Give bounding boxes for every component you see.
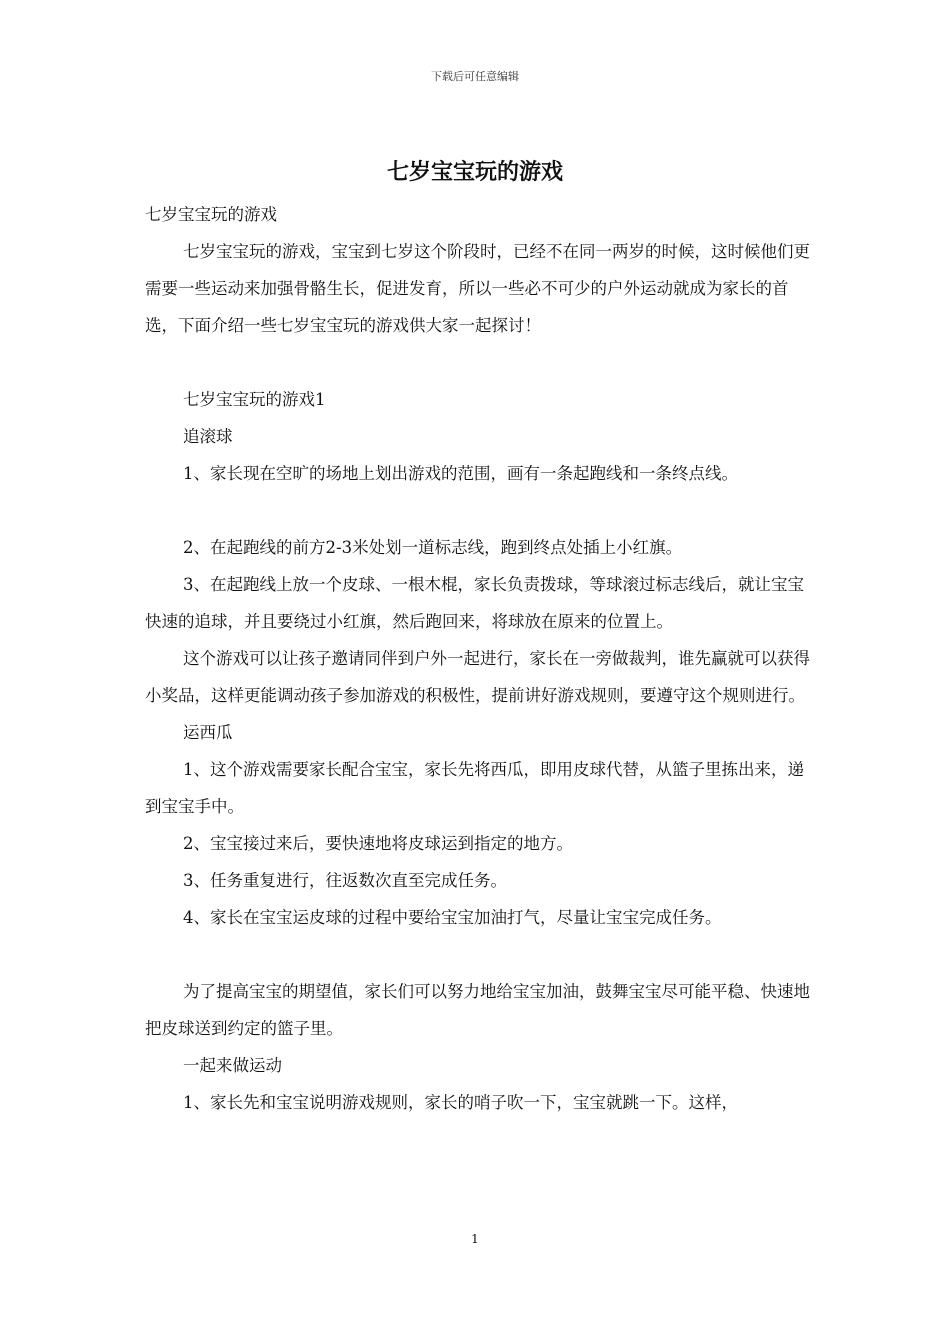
- game2-step-4: 4、家长在宝宝运皮球的过程中要给宝宝加油打气，尽量让宝宝完成任务。: [183, 908, 722, 927]
- game3-step-1: 1、家长先和宝宝说明游戏规则，家长的哨子吹一下，宝宝就跳一下。这样，: [183, 1093, 738, 1112]
- game2-name: 运西瓜: [183, 723, 233, 742]
- document-title: 七岁宝宝玩的游戏: [386, 159, 563, 185]
- section-heading: 七岁宝宝玩的游戏1: [183, 390, 326, 409]
- game2-step-1: 1、这个游戏需要家长配合宝宝，家长先将西瓜，即用皮球代替，从篮子里拣出来，递到宝宝手中。: [145, 760, 804, 816]
- header-note: 下载后可任意编辑: [431, 70, 519, 83]
- game2-step-3: 3、任务重复进行，往返数次直至完成任务。: [183, 871, 507, 890]
- intro-paragraph: 七岁宝宝玩的游戏，宝宝到七岁这个阶段时，已经不在同一两岁的时候，这时候他们更需要一些运动来加强骨骼生长，促进发育，所以一些必不可少的户外运动就成为家长的首选，下面介绍一些七岁宝宝玩的游戏供大家一起探讨！: [145, 242, 810, 335]
- spacer: [145, 936, 820, 973]
- game1-step-3: 3、在起跑线上放一个皮球、一根木棍，家长负责拨球，等球滚过标志线后，就让宝宝快速的追球，并且要绕过小红旗，然后跑回来，将球放在原来的位置上。: [145, 575, 804, 631]
- game1-step-1: 1、家长现在空旷的场地上划出游戏的范围，画有一条起跑线和一条终点线。: [183, 464, 738, 483]
- game1-name: 追滚球: [183, 427, 233, 446]
- document-body: [145, 196, 820, 1121]
- game1-note: 这个游戏可以让孩子邀请同伴到户外一起进行，家长在一旁做裁判，谁先赢就可以获得小奖品，这样更能调动孩子参加游戏的积极性，提前讲好游戏规则，要遵守这个规则进行。: [145, 649, 810, 705]
- game2-step-2: 2、宝宝接过来后，要快速地将皮球运到指定的地方。: [183, 834, 573, 853]
- game2-note: 为了提高宝宝的期望值，家长们可以努力地给宝宝加油，鼓舞宝宝尽可能平稳、快速地把皮球送到约定的篮子里。: [145, 982, 810, 1038]
- game3-name: 一起来做运动: [183, 1056, 282, 1075]
- spacer: [145, 492, 820, 529]
- subtitle: 七岁宝宝玩的游戏: [145, 205, 277, 224]
- page-number: 1: [471, 1232, 479, 1246]
- game1-step-2: 2、在起跑线的前方2-3米处划一道标志线，跑到终点处插上小红旗。: [183, 538, 683, 557]
- spacer: [145, 344, 820, 381]
